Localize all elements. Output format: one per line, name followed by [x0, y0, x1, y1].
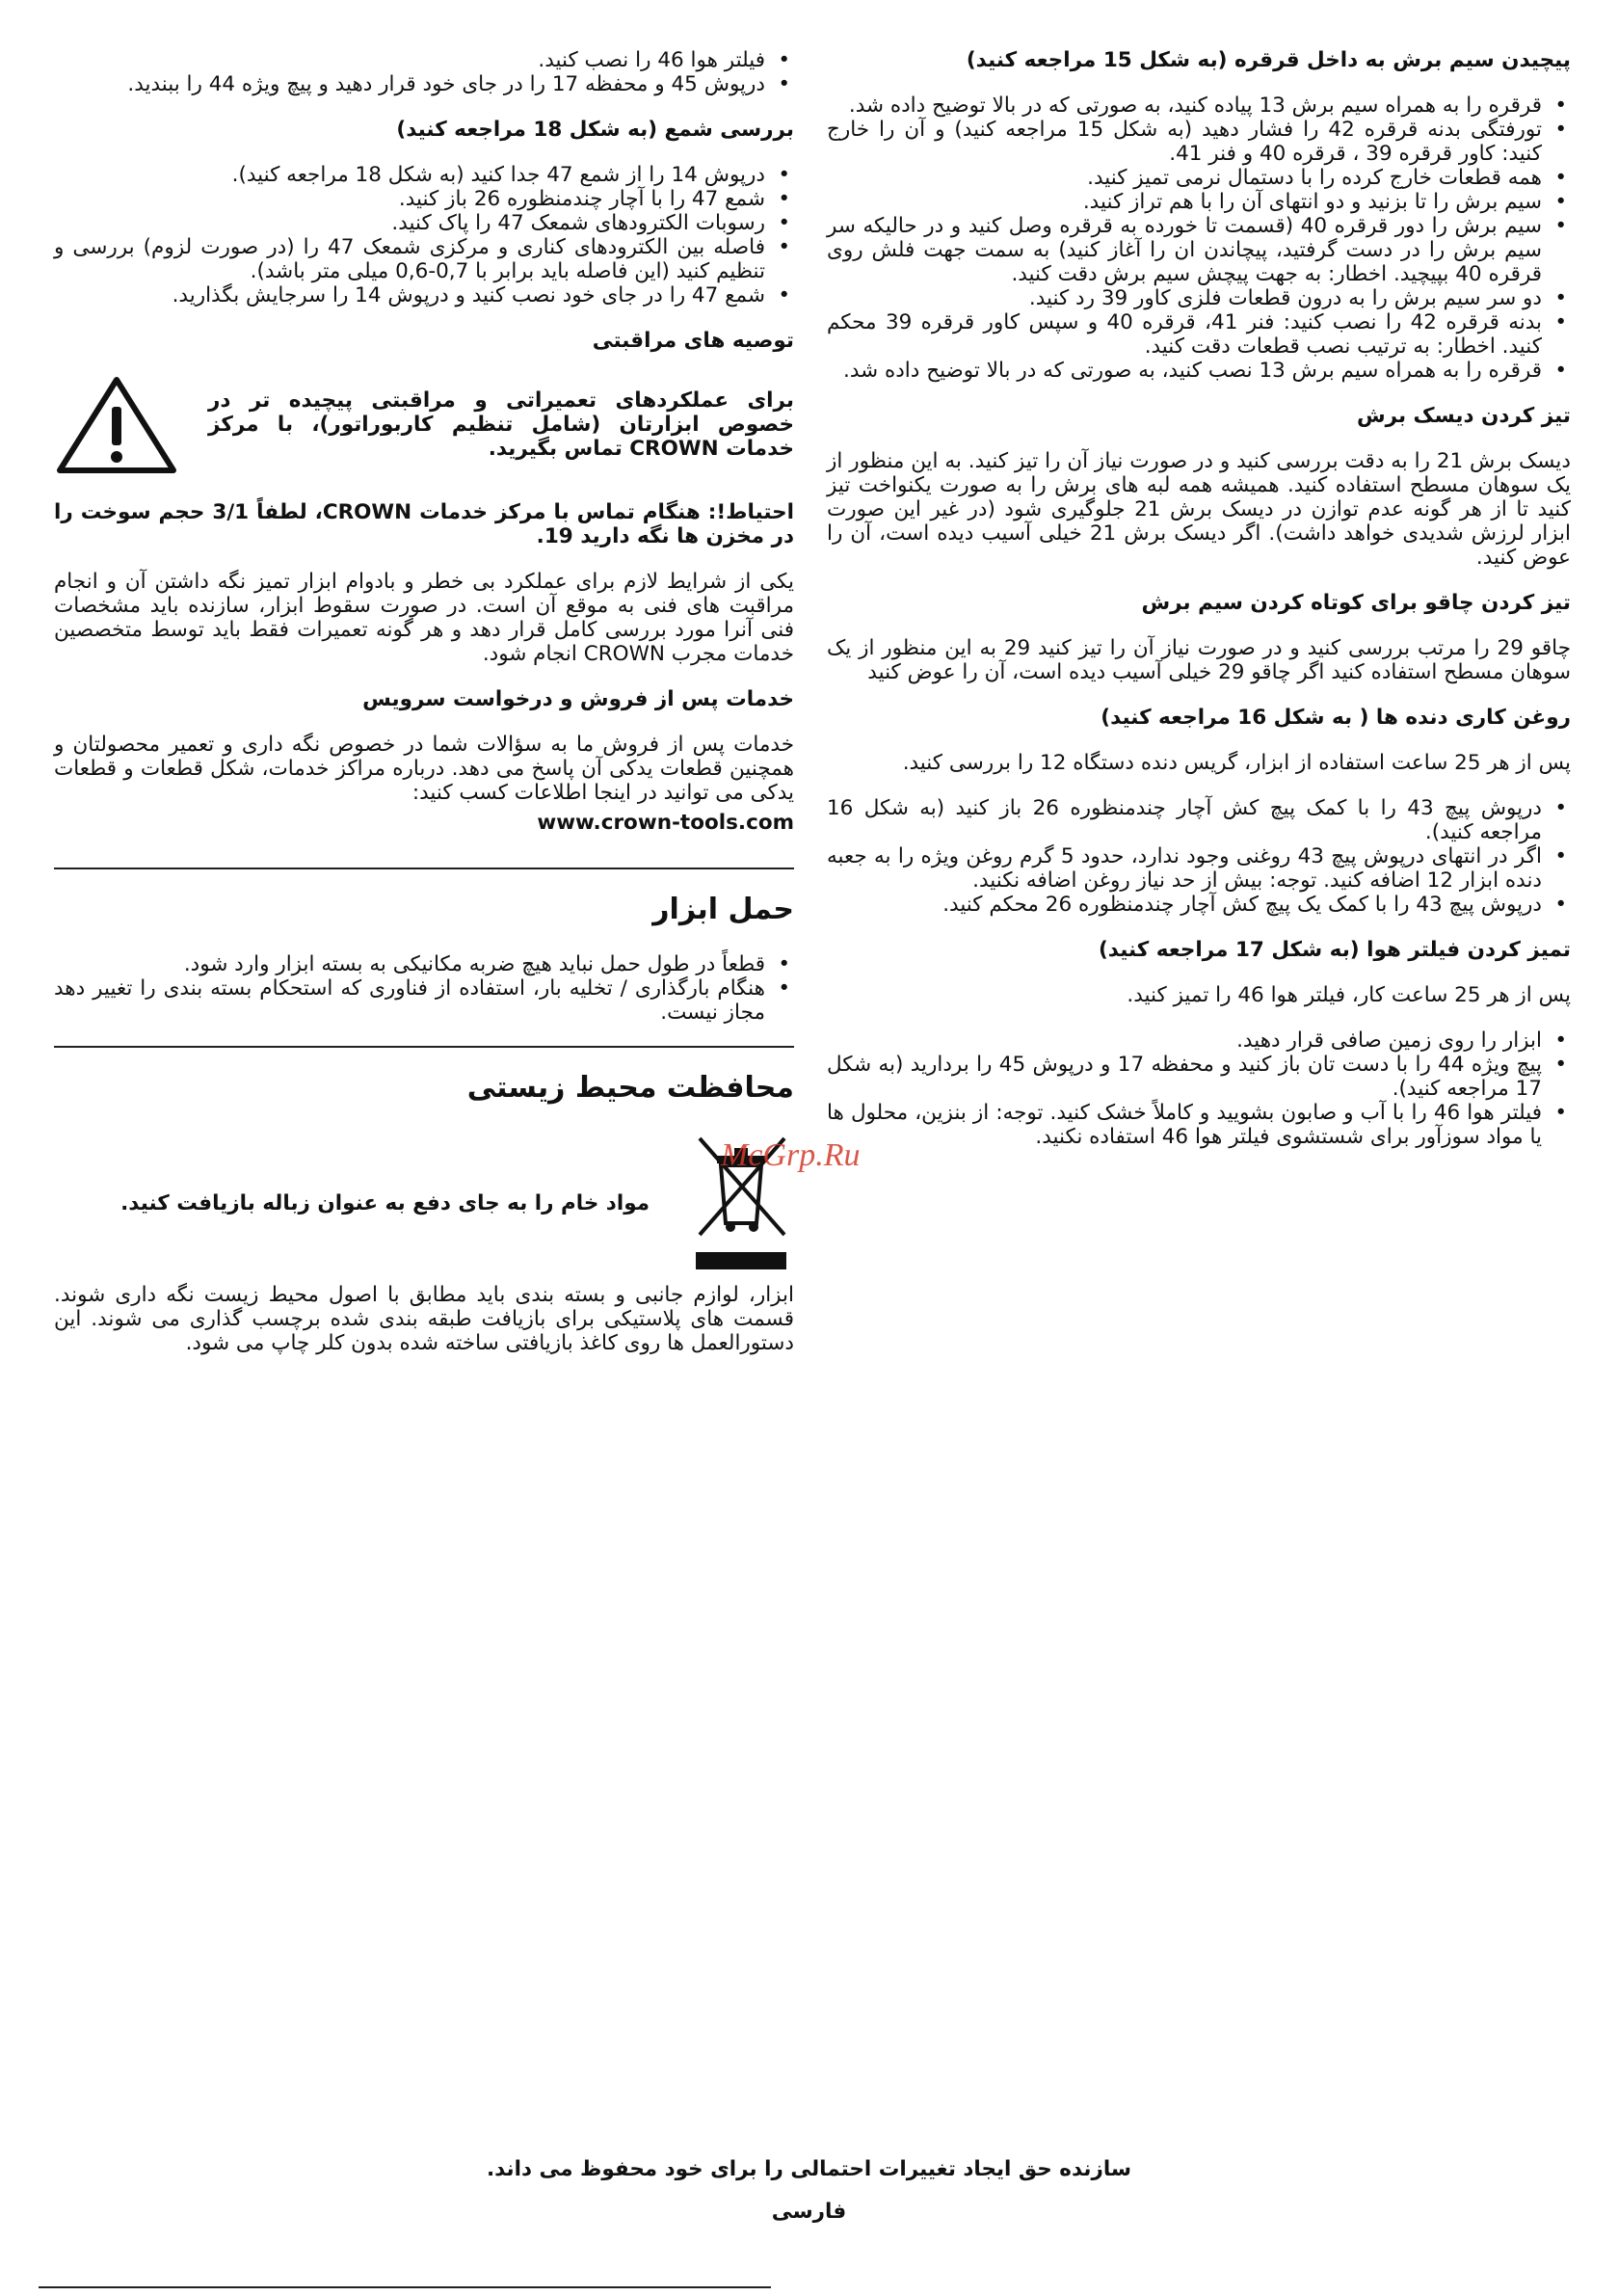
recycle-statement: مواد خام را به جای دفع به عنوان زباله بازیافت کنید. [120, 1190, 650, 1215]
bottom-divider [39, 2286, 771, 2288]
list-item: • فیلتر هوا 46 را با آب و صابون بشویید و کاملاً خشک کنید. توجه: از بنزین، محلول ها یا مواد سوزآور برای شستشوی فیلتر هوا 46 استفاده نکنید. [827, 1101, 1571, 1149]
gear-oil-paragraph: پس از هر 25 ساعت استفاده از ابزار، گریس دنده دستگاه 12 را بررسی کنید. [902, 751, 1571, 775]
caution-text: احتیاط!: هنگام تماس با مرکز خدمات CROWN، لطفاً 3/1 حجم سوخت را در مخزن ها نگه دارید 19. [54, 500, 794, 548]
care-paragraph: یکی از شرایط لازم برای عملکرد بی خطر و بادوام ابزار تمیز نگه داشتن آن و انجام مراقبت های فنی به موقع آن است. در صورت سقوط ابزار، سازنده باید مشخصات فنی آنرا مورد بررسی کامل قرار دهد و هر گونه تعمیرات فقط باید توسط متخصصین خدمات مجرب CROWN انجام شود. [54, 570, 794, 666]
list-item: • بدنه قرقره 42 را نصب کنید: فنر 41، قرقره 40 و سپس کاور قرقره 39 محکم کنید. اخطار: به ترتیب نصب قطعات دقت کنید. [827, 310, 1571, 359]
list-item: • همه قطعات خارج کرده را با دستمال نرمی تمیز کنید. [827, 166, 1571, 190]
footer-language: فارسی [771, 2200, 847, 2224]
list-item: • شمع 47 را در جای خود نصب کنید و درپوش 14 را سرجایش بگذارید. [54, 283, 794, 307]
list-item: • قطعاً در طول حمل نباید هیچ ضربه مکانیکی به بسته ابزار وارد شود. [54, 952, 794, 976]
transport-list [54, 952, 794, 1025]
section-title-air-filter: تمیز کردن فیلتر هوا (به شکل 17 مراجعه کنید) [1098, 938, 1571, 962]
section-title-after-sales: خدمات پس از فروش و درخواست سرویس [362, 687, 794, 711]
divider [54, 1046, 794, 1048]
list-item: • رسوبات الکترودهای شمعک 47 را پاک کنید. [54, 211, 794, 235]
winding-steps [827, 93, 1571, 383]
list-item: • فاصله بین الکترودهای کناری و مرکزی شمعک 47 را (در صورت لزوم) بررسی و تنظیم کنید (این فاصله باید برابر با 0,7-0,6 میلی متر باشد). [54, 235, 794, 283]
section-title-transport: حمل ابزار [652, 893, 794, 926]
footer-note: سازنده حق ایجاد تغییرات احتمالی را برای خود محفوظ می داند. [486, 2157, 1132, 2181]
website-link[interactable]: www.crown-tools.com [537, 811, 794, 835]
list-item: • سیم برش را تا بزنید و دو انتهای آن را با هم تراز کنید. [827, 190, 1571, 214]
spark-plug-steps [54, 163, 794, 307]
section-title-gear-oil: روغن کاری دنده ها ( به شکل 16 مراجعه کنید) [1101, 706, 1571, 730]
gear-oil-steps [827, 796, 1571, 917]
disk-paragraph: دیسک برش 21 را به دقت بررسی کنید و در صورت نیاز آن را تیز کنید. به این منظور از یک سوهان مسطح استفاده کنید. همیشه همه لبه های برش را به صورت یکنواخت تیز کنید تا از هر گونه عدم توازن در دیسک برش 21 جلوگیری شود (در غیر این صورت ابزار لرزش شدیدی خواهد داشت). اگر دیسک برش 21 خیلی آسیب دیده است، آن را عوض کنید. [827, 449, 1571, 570]
list-item: • شمع 47 را با آچار چندمنظوره 26 باز کنید. [54, 187, 794, 211]
list-item: • پیچ ویژه 44 را با دست تان باز کنید و محفظه 17 و درپوش 45 را بردارید (به شکل 17 مراجعه کنید). [827, 1053, 1571, 1101]
list-item: • درپوش پیچ 43 را با کمک یک پیچ کش آچار چندمنظوره 26 محکم کنید. [827, 893, 1571, 917]
warning-box [54, 374, 794, 475]
watermark-text: McGrp.Ru [721, 1137, 861, 1173]
warning-triangle-icon [54, 374, 179, 475]
list-item: • سیم برش را دور قرقره 40 (قسمت تا خورده به قرقره وصل کنید و در حالیکه سر سیم برش را در دست گرفتید، پیچاندن ان را آغاز کنید) به سمت جهت فلش روی قرقره 40 بپیچید. اخطار: به جهت پیچش سیم برش دقت کنید. [827, 214, 1571, 286]
environment-paragraph: ابزار، لوازم جانبی و بسته بندی باید مطابق با اصول محیط زیست نگه داری شوند. قسمت های پلاستیکی برای بازیافت طبقه بندی شده برچسب گذاری می شوند. این دستورالعمل ها روی کاغذ بازیافتی ساخته شده بدون کلر چاپ می شود. [54, 1283, 794, 1355]
right-column [827, 48, 1571, 1170]
left-column [54, 48, 794, 1376]
section-title-winding: پیچیدن سیم برش به داخل قرقره (به شکل 15 مراجعه کنید) [966, 48, 1571, 72]
list-item: • دو سر سیم برش را به درون قطعات فلزی کاور 39 رد کنید. [827, 286, 1571, 310]
section-title-care: توصیه های مراقبتی [592, 329, 794, 353]
list-item: • هنگام بارگذاری / تخلیه بار، استفاده از فناوری که استحکام بسته بندی را تغییر دهد مجاز نیست. [54, 976, 794, 1025]
list-item: • تورفتگی بدنه قرقره 42 را فشار دهید (به شکل 15 مراجعه کنید) و آن را خارج کنید: کاور قرقره 39 ، قرقره 40 و فنر 41. [827, 118, 1571, 166]
list-item: • درپوش پیچ 43 را با کمک پیچ کش آچار چندمنظوره 26 باز کنید (به شکل 16 مراجعه کنید). [827, 796, 1571, 844]
list-item: • قرقره را به همراه سیم برش 13 پیاده کنید، به صورتی که در بالا توضیح داده شد. [827, 93, 1571, 118]
warning-text: برای عملکردهای تعمیراتی و مراقبتی پیچیده تر در خصوص ابزارتان (شامل تنظیم کاربوراتور)، با مرکز خدمات CROWN تماس بگیرید. [208, 388, 794, 461]
list-item: • فیلتر هوا 46 را نصب کنید. [54, 48, 794, 72]
air-filter-paragraph: پس از هر 25 ساعت کار، فیلتر هوا 46 را تمیز کنید. [1127, 983, 1571, 1007]
knife-paragraph: چاقو 29 را مرتب بررسی کنید و در صورت نیاز آن را تیز کنید 29 به این منظور از یک سوهان مسطح استفاده کنید اگر چاقو 29 خیلی آسیب دیده است، آن را عوض کنید [827, 636, 1571, 684]
list-item: • قرقره را به همراه سیم برش 13 نصب کنید، به صورتی که در بالا توضیح داده شد. [827, 359, 1571, 383]
air-filter-steps [827, 1028, 1571, 1149]
after-sales-paragraph: خدمات پس از فروش ما به سؤالات شما در خصوص نگه داری و تعمیر محصولتان و همچنین قطعات یدکی آن پاسخ می دهد. درباره مراکز خدمات، شکل قطعات و قطعات یدکی می توانید در اینجا اطلاعات کسب کنید: [54, 733, 794, 805]
recycle-notice [54, 1131, 794, 1275]
section-title-environment: محافظت محیط زیستی [466, 1071, 794, 1105]
air-filter-steps-continued [54, 48, 794, 96]
section-title-spark-plug: بررسی شمع (به شکل 18 مراجعه کنید) [396, 118, 794, 142]
section-title-knife: تیز کردن چاقو برای کوتاه کردن سیم برش [1141, 591, 1571, 615]
divider [54, 868, 794, 869]
list-item: • اگر در انتهای درپوش پیچ 43 روغنی وجود ندارد، حدود 5 گرم روغن ویژه را به جعبه دنده ابزار 12 اضافه کنید. توجه: بیش از حد نیاز روغن اضافه نکنید. [827, 844, 1571, 893]
list-item: • درپوش 45 و محفظه 17 را در جای خود قرار دهید و پیچ ویژه 44 را ببندید. [54, 72, 794, 96]
list-item: • ابزار را روی زمین صافی قرار دهید. [827, 1028, 1571, 1053]
list-item: • درپوش 14 را از شمع 47 جدا کنید (به شکل 18 مراجعه کنید). [54, 163, 794, 187]
section-title-disk: تیز کردن دیسک برش [1356, 404, 1571, 428]
